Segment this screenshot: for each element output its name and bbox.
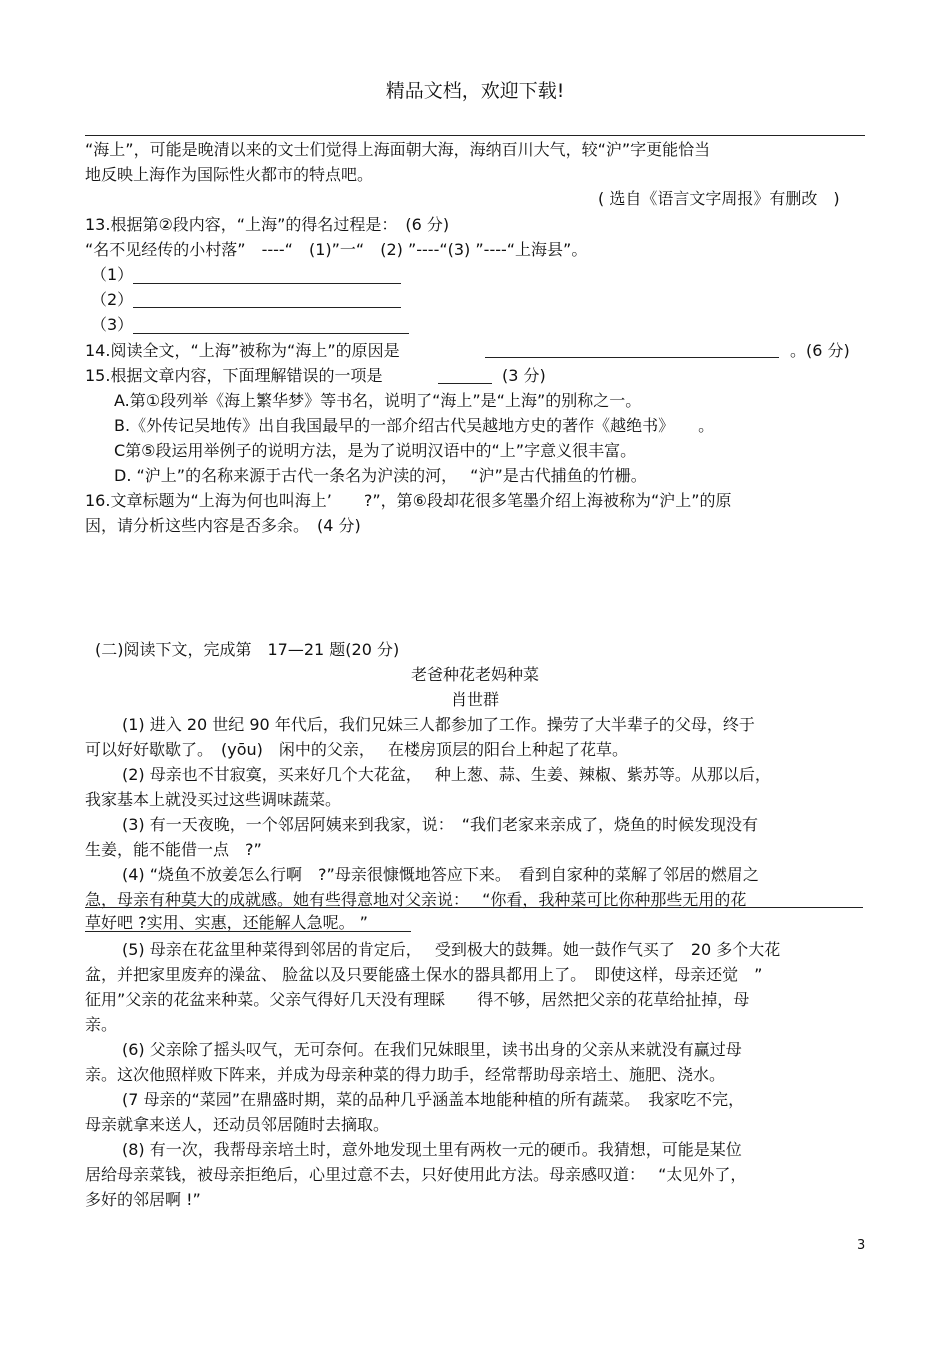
para5-line-1: (5) 母亲在花盆里种菜得到邻居的肯定后， 受到极大的鼓舞。她一鼓作气买了 20 多个大花 (122, 940, 781, 959)
para8-line-2: 居给母亲菜钱，被母亲拒绝后，心里过意不去，只好使用此方法。母亲感叹道： “太见外了， (85, 1165, 747, 1184)
section2-intro: (二)阅读下文，完成第 17—21 题(20 分) (95, 640, 400, 659)
para4-line-1: (4) “烧鱼不放姜怎么行啊 ?”母亲很慷慨地答应下来。 看到自家种的菜解了邻居的燃眉之 (122, 865, 759, 884)
para5-line-3: 征用”父亲的花盆来种菜。父亲气得好几天没有理睬 得不够，居然把父亲的花草给扯掉，母 (85, 990, 750, 1009)
page-number: 3 (857, 1238, 866, 1253)
q15-option-c: C第⑤段运用举例子的说明方法，是为了说明汉语中的“上”字意义很丰富。 (114, 441, 637, 460)
para8-line-3: 多好的邻居啊 !” (85, 1190, 201, 1209)
para3-line-2: 生姜，能不能借一点 ?” (85, 840, 262, 859)
q14-score: 。(6 分) (790, 341, 850, 360)
para6-line-2: 亲。这次他照样败下阵来，并成为母亲种菜的得力助手，经常帮助母亲培土、施肥、浇水。 (85, 1065, 726, 1084)
para1-line-2: 可以好好歇歇了。 (yōu) 闲中的父亲， 在楼房顶层的阳台上种起了花草。 (85, 740, 628, 759)
article-author: 肖世群 (450, 690, 499, 709)
q13-answer-line-1[interactable] (133, 283, 401, 284)
q15-option-d: D. “沪上”的名称来源于古代一条名为沪渎的河， “沪”是古代捕鱼的竹栅。 (114, 466, 647, 485)
q15-answer-line[interactable] (438, 383, 492, 384)
q15-stem: 15.根据文章内容，下面理解错误的一项是 (85, 366, 383, 385)
para3-line-1: (3) 有一天夜晚，一个邻居阿姨来到我家，说： “我们老家来亲成了，烧鱼的时候发现没有 (122, 815, 759, 834)
para4-underline-1 (85, 907, 863, 908)
para6-line-1: (6) 父亲除了摇头叹气，无可奈何。在我们兄妹眼里，读书出身的父亲从来就没有赢过母 (122, 1040, 742, 1059)
q15-score: (3 分) (502, 366, 546, 385)
q14-answer-line[interactable] (485, 357, 779, 358)
q15-option-a: A.第①段列举《海上繁华梦》等书名，说明了“海上”是“上海”的别称之一。 (114, 391, 642, 410)
para4-line-3: 草好吧 ?实用、实惠，还能解人急呢。 ” (85, 913, 368, 932)
article-title: 老爸种花老妈种菜 (410, 665, 539, 684)
para2-line-2: 我家基本上就没买过这些调味蔬菜。 (85, 790, 342, 809)
para5-line-4: 亲。 (85, 1015, 118, 1034)
q16-line-1: 16.文章标题为“上海为何也叫海上’ ?”，第⑥段却花很多笔墨介绍上海被称为“沪上”的原 (85, 491, 732, 510)
q13-stem: 13.根据第②段内容，“上海”的得名过程是： (6 分) (85, 215, 450, 234)
q13-blank-label-1: （1） (91, 265, 134, 284)
para7-line-1: (7 母亲的“菜园”在鼎盛时期，菜的品种几乎涵盖本地能种植的所有蔬菜。 我家吃不完， (122, 1090, 745, 1109)
para2-line-1: (2) 母亲也不甘寂寞，买来好几个大花盆， 种上葱、蒜、生姜、辣椒、紫苏等。从那以后， (122, 765, 771, 784)
source-note: ( 选自《语言文字周报》有删改 ) (598, 189, 840, 208)
passage-line-1: “海上”，可能是晚清以来的文士们觉得上海面朝大海，海纳百川大气，较“沪”字更能恰当 (85, 140, 711, 159)
q16-line-2: 因，请分析这些内容是否多余。 (4 分) (85, 516, 361, 535)
q13-blank-label-2: （2） (91, 290, 134, 309)
q13-blank-label-3: （3） (91, 315, 134, 334)
para5-line-2: 盆，并把家里废弃的澡盆、 脸盆以及只要能盛土保水的器具都用上了。 即使这样，母亲还觉 ” (85, 965, 763, 984)
para4-line-2: 急，母亲有种莫大的成就感。她有些得意地对父亲说： “你看，我种菜可比你种那些无用的花 (85, 890, 747, 909)
header-rule (85, 135, 865, 136)
q14-stem: 14.阅读全文，“上海”被称为“海上”的原因是 (85, 341, 400, 360)
para4-underline-2 (85, 931, 411, 932)
para7-line-2: 母亲就拿来送人，还动员邻居随时去摘取。 (85, 1115, 390, 1134)
para1-line-1: (1) 进入 20 世纪 90 年代后，我们兄妹三人都参加了工作。操劳了大半辈子的父母，终于 (122, 715, 755, 734)
page-header-title: 精品文档，欢迎下载! (385, 80, 565, 102)
q13-chain: “名不见经传的小村落” ----“ (1)”一“ (2) ”----“(3) ”----“上海县”。 (85, 240, 588, 259)
q13-answer-line-3[interactable] (133, 333, 409, 334)
q15-option-b: B.《外传记吴地传》出自我国最早的一部介绍古代吴越地方史的著作《越绝书》 。 (114, 416, 715, 435)
para8-line-1: (8) 有一次，我帮母亲培土时，意外地发现土里有两枚一元的硬币。我猜想，可能是某位 (122, 1140, 742, 1159)
q13-answer-line-2[interactable] (133, 307, 401, 308)
passage-line-2: 地反映上海作为国际性火都市的特点吧。 (85, 165, 374, 184)
